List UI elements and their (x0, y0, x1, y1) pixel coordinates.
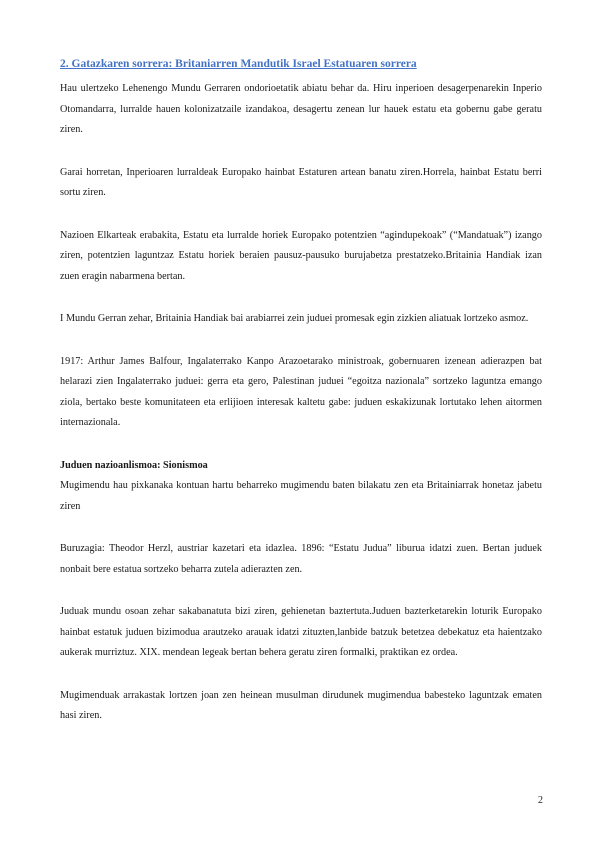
paragraph-5: 1917: Arthur James Balfour, Ingalaterrako Kanpo Arazoetarako ministroak, gobernuaren izenean adierazpen bat helarazi zien Ingalaterrako juduei: gerra eta gero, Palestinan juduei “egoitza nazionala” sortzeko laguntza emango ziola, bertako beste komunitateen eta erlijioen interesak kaltetu gabe: juduen eskakizunak lortutako lehen aitormen internazionala. (60, 355, 542, 428)
paragraph-1: Hau ulertzeko Lehenengo Mundu Gerraren ondorioetatik abiatu behar da. Hiru inperioen desagerpenarekin Inperio Otomandarra, lurralde hauen kolonizatzaile izandakoa, desagertu zenean lur hauek estatu eta gobernu gabe geratu ziren. (60, 83, 542, 135)
subsection-paragraph-3: Juduak mundu osoan zehar sakabanatuta bizi ziren, gehienetan baztertuta.Juduen bazterketarekin loturik Europako hainbat estatuk juduen bizimodua arautzeko arauak idatzi zituzten,lanbide batzuk betetzea debekatuz eta haientzako aukerak murriztuz. XIX. mendean legeak bertan behera geratu ziren formalki, praktikan ez ordea. (60, 606, 542, 658)
paragraph-2: Garai horretan, Inperioaren lurraldeak Europako hainbat Estaturen artean banatu ziren.Horrela, hainbat Estatu berri sortu ziren. (60, 166, 542, 198)
page-number: 2 (538, 795, 543, 806)
section-title: 2. Gatazkaren sorrera: Britaniarren Mandutik Israel Estatuaren sorrera (60, 58, 417, 70)
subsection-paragraph-2: Buruzagia: Theodor Herzl, austriar kazetari eta idazlea. 1896: “Estatu Judua” liburua idatzi zuen. Bertan juduek nonbait bere estatua sortzeko beharra zutela adierazten zen. (60, 543, 542, 575)
paragraph-4: I Mundu Gerran zehar, Britainia Handiak bai arabiarrei zein juduei promesak egin zizkien aliatuak lortzeko asmoz. (60, 313, 529, 324)
document-page (60, 55, 542, 749)
subsection-paragraph-1: Mugimendu hau pixkanaka kontuan hartu beharreko mugimendu baten bilakatu zen eta Britainiarrak honetaz jabetu ziren (60, 480, 542, 512)
paragraph-3: Nazioen Elkarteak erabakita, Estatu eta lurralde horiek Europako potentzien “agindupekoak” (“Mandatuak”) izango ziren, potentzien laguntzaz Estatu horiek beraien pausuz-pausuko burujabetza prestatzeko.Britainia Handiak izan zuen eragin nabarmena bertan. (60, 229, 542, 282)
subsection-paragraph-4: Mugimenduak arrakastak lortzen joan zen heinean musulman dirudunek mugimendua babesteko laguntzak ematen hasi ziren. (60, 689, 542, 721)
subsection-title: Juduen nazioanlismoa: Sionismoa (60, 459, 208, 471)
